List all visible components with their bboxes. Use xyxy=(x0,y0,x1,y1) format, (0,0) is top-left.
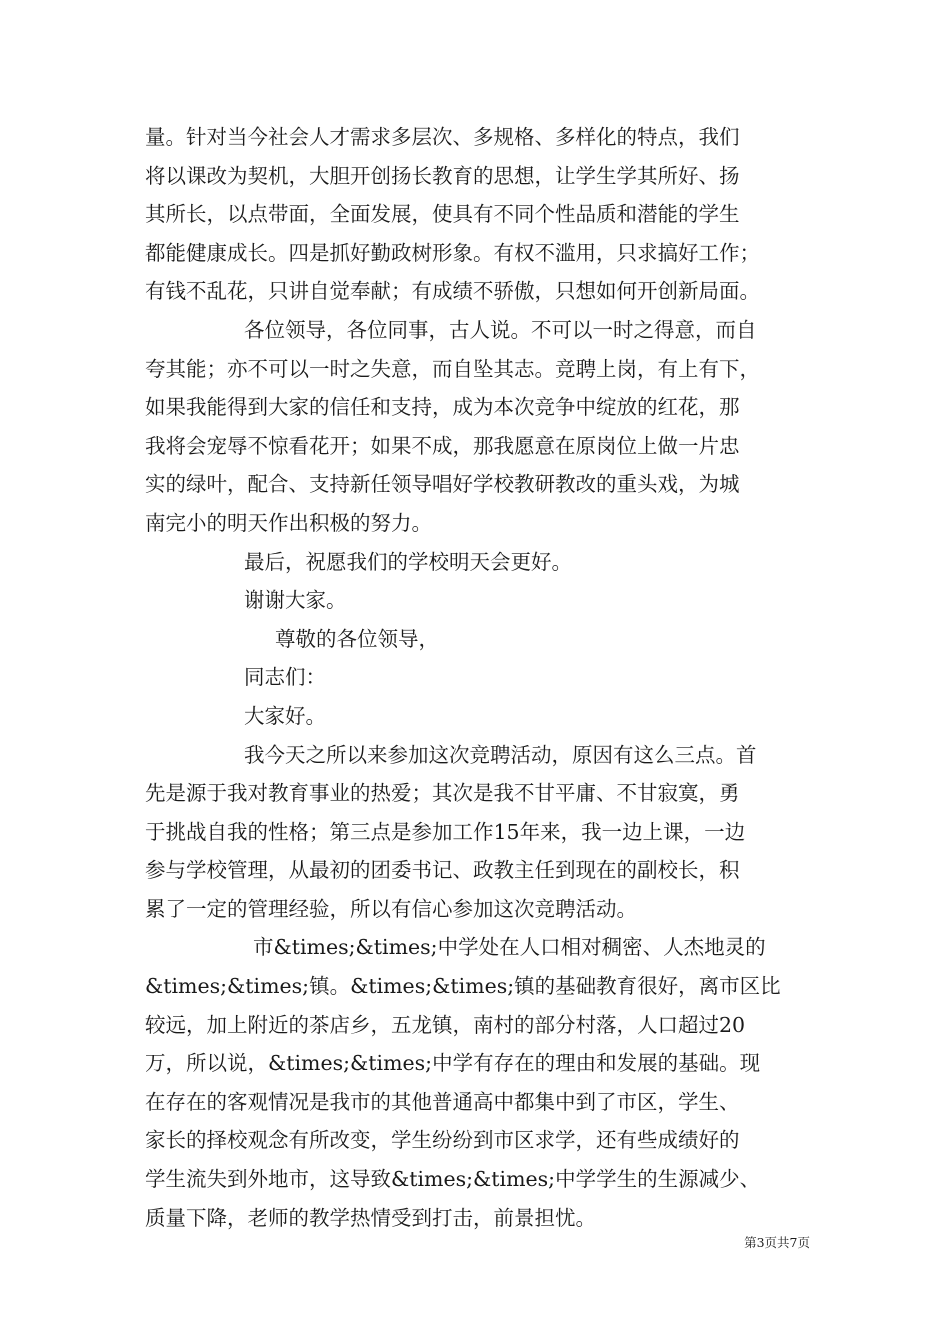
text-line: 累了一定的管理经验，所以有信心参加这次竞聘活动。 xyxy=(145,896,637,921)
text-line: 如果我能得到大家的信任和支持，成为本次竞争中绽放的红花，那 xyxy=(145,395,740,420)
text-line: 在存在的客观情况是我市的其他普通高中都集中到了市区，学生、 xyxy=(145,1089,740,1114)
text-line: 其所长，以点带面，全面发展，使具有不同个性品质和潜能的学生 xyxy=(145,202,740,227)
text-line: 于挑战自我的性格；第三点是参加工作15年来，我一边上课，一边 xyxy=(145,819,746,844)
greeting-line: 大家好。 xyxy=(244,703,326,728)
thanks-line: 谢谢大家。 xyxy=(244,588,347,613)
text-line: 万，所以说，&times;&times;中学有存在的理由和发展的基础。现 xyxy=(145,1051,761,1076)
text-line: &times;&times;镇。&times;&times;镇的基础教育很好，离市区比 xyxy=(145,974,781,999)
closing-line: 最后，祝愿我们的学校明天会更好。 xyxy=(244,549,572,574)
text-line: 实的绿叶，配合、支持新任领导唱好学校教研教改的重头戏，为城 xyxy=(145,472,740,497)
paragraph-start-line: 市&times;&times;中学处在人口相对稠密、人杰地灵的 xyxy=(253,935,766,960)
text-line: 都能健康成长。四是抓好勤政树形象。有权不滥用，只求搞好工作； xyxy=(145,240,760,265)
text-line: 我将会宠辱不惊看花开；如果不成，那我愿意在原岗位上做一片忠 xyxy=(145,433,740,458)
text-line: 质量下降，老师的教学热情受到打击，前景担忧。 xyxy=(145,1205,596,1230)
salutation-line: 尊敬的各位领导， xyxy=(275,626,439,651)
text-line: 学生流失到外地市，这导致&times;&times;中学学生的生源减少、 xyxy=(145,1167,761,1192)
body-text xyxy=(145,118,810,1237)
text-line: 将以课改为契机，大胆开创扬长教育的思想，让学生学其所好、扬 xyxy=(145,163,740,188)
paragraph-start-line: 各位领导，各位同事，古人说。不可以一时之得意，而自 xyxy=(244,317,757,342)
text-line: 家长的择校观念有所改变，学生纷纷到市区求学，还有些成绩好的 xyxy=(145,1128,740,1153)
salutation-line: 同志们： xyxy=(244,665,326,690)
text-line: 南完小的明天作出积极的努力。 xyxy=(145,510,432,535)
text-line: 先是源于我对教育事业的热爱；其次是我不甘平庸、不甘寂寞，勇 xyxy=(145,781,740,806)
text-line: 参与学校管理，从最初的团委书记、政教主任到现在的副校长，积 xyxy=(145,858,740,883)
text-line: 有钱不乱花，只讲自觉奉献；有成绩不骄傲，只想如何开创新局面。 xyxy=(145,279,760,304)
text-line: 较远，加上附近的茶店乡，五龙镇，南村的部分村落，人口超过20 xyxy=(145,1012,746,1037)
paragraph-start-line: 我今天之所以来参加这次竞聘活动，原因有这么三点。首 xyxy=(244,742,757,767)
text-line: 夸其能；亦不可以一时之失意，而自坠其志。竞聘上岗，有上有下， xyxy=(145,356,760,381)
page-number: 第3页共7页 xyxy=(744,1235,810,1250)
text-line: 量。针对当今社会人才需求多层次、多规格、多样化的特点，我们 xyxy=(145,125,740,149)
